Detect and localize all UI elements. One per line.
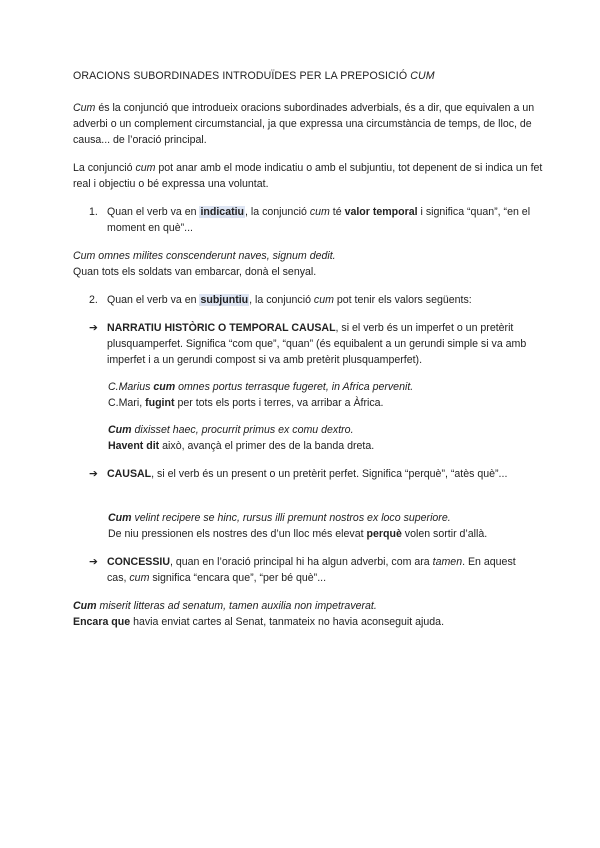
- n-ex2-trans-a: Havent dit: [108, 440, 160, 452]
- narratiu-text: [107, 320, 527, 368]
- n-ex1-latin-cum: cum: [153, 381, 176, 393]
- narratiu-example-2: [108, 422, 538, 454]
- example-1: [73, 248, 543, 280]
- concessiu-tamen: tamen: [432, 556, 463, 568]
- subjuntiu-highlight: subjuntiu: [200, 294, 249, 306]
- item2-a: Quan el verb va en: [107, 294, 200, 306]
- concessiu-cum: cum: [129, 572, 150, 584]
- para2-a: La conjunció: [73, 162, 136, 174]
- item-2-number: 2.: [89, 294, 98, 306]
- item1-c: té: [329, 206, 345, 218]
- concessiu-label: CONCESSIU: [107, 556, 170, 568]
- item1-cum: cum: [309, 206, 330, 218]
- n-ex2-trans-b: això, avançà el primer des de la banda dreta.: [159, 440, 375, 452]
- c-ex-latin-b: velint recipere se hinc, rursus illi premunt nostros ex loco superiore.: [131, 512, 451, 524]
- item1-b: , la conjunció: [245, 206, 310, 218]
- concessiu-text: [107, 554, 527, 586]
- item1-a: Quan el verb va en: [107, 206, 200, 218]
- concessiu-c: significa “encara que”, “per bé què”...: [149, 572, 327, 584]
- narratiu-example-1: [108, 379, 538, 411]
- mode-paragraph: [73, 160, 543, 192]
- title-italic: CUM: [410, 70, 435, 82]
- para2-cum: cum: [135, 162, 156, 174]
- example1-translation: Quan tots els soldats van embarcar, donà el senyal.: [73, 266, 317, 278]
- causal-text: [107, 466, 527, 482]
- final-example: [73, 598, 543, 630]
- intro-text: és la conjunció que introdueix oracions subordinades adverbials, és a dir, que equivalen a un adverbi o un complement circumstancial, ja que expressa una circumstància de temps, de lloc, de causa... de l’oració principal.: [73, 102, 535, 146]
- causal-example: [108, 510, 538, 542]
- item2-cum: cum: [313, 294, 334, 306]
- c-ex-trans-b: perquè: [366, 528, 402, 540]
- c-ex-trans-a: De niu pressionen els nostres des d’un lloc més elevat: [108, 528, 367, 540]
- narratiu-label: NARRATIU HISTÒRIC O TEMPORAL CAUSAL: [107, 322, 336, 334]
- n-ex2-latin-b: dixisset haec, procurrit primus ex comu dextro.: [131, 424, 354, 436]
- indicatiu-highlight: indicatiu: [200, 206, 245, 218]
- f-trans-a: Encara que: [73, 616, 131, 628]
- narratiu-arrow-icon: ➔: [89, 322, 98, 334]
- item-1-number: 1.: [89, 206, 98, 218]
- n-ex2-latin-cum: Cum: [108, 424, 132, 436]
- f-latin-cum: Cum: [73, 600, 97, 612]
- n-ex1-latin-b: omnes portus terrasque fugeret, in Africa pervenit.: [175, 381, 414, 393]
- example1-latin: Cum omnes milites conscenderunt naves, signum dedit.: [73, 250, 336, 262]
- concessiu-arrow-icon: ➔: [89, 556, 98, 568]
- causal-label: CAUSAL: [107, 468, 152, 480]
- f-trans-b: havia enviat cartes al Senat, tanmateix no havia aconseguit ajuda.: [130, 616, 445, 628]
- n-ex1-trans-b: fugint: [145, 397, 175, 409]
- concessiu-b: . En aquest cas,: [107, 556, 516, 584]
- concessiu-a: , quan en l’oració principal hi ha algun adverbi, com ara: [169, 556, 433, 568]
- intro-paragraph: [73, 100, 543, 148]
- item2-b: , la conjunció: [249, 294, 314, 306]
- narratiu-desc: , si el verb és un imperfet o un pretèrit plusquamperfet. Significa “com que”, “quan” (és equibalent a un gerundi simple si va amb imperfet i a un gerundi compost si va amb pretèrit plusquamperfet).: [107, 322, 527, 366]
- item1-value: valor temporal: [344, 206, 418, 218]
- item2-c: pot tenir els valors següents:: [333, 294, 472, 306]
- n-ex1-trans-c: per tots els ports i terres, va arribar a Àfrica.: [174, 397, 384, 409]
- title-text: ORACIONS SUBORDINADES INTRODUÏDES PER LA PREPOSICIÓ: [73, 70, 408, 82]
- causal-desc: , si el verb és un present o un pretèrit perfet. Significa “perquè”, “atès què”...: [151, 468, 508, 480]
- n-ex1-trans-a: C.Mari,: [108, 397, 146, 409]
- page-title: [73, 68, 543, 84]
- item-2-text: [107, 292, 537, 308]
- intro-cum: Cum: [73, 102, 96, 114]
- causal-arrow-icon: ➔: [89, 468, 98, 480]
- c-ex-latin-cum: Cum: [108, 512, 132, 524]
- item1-d: i significa “quan”, “en el moment en què”...: [107, 206, 531, 234]
- c-ex-trans-c: volen sortir d’allà.: [401, 528, 488, 540]
- f-latin-b: miserit litteras ad senatum, tamen auxilia non impetraverat.: [96, 600, 377, 612]
- n-ex1-latin-a: C.Marius: [108, 381, 154, 393]
- para2-b: pot anar amb el mode indicatiu o amb el subjuntiu, tot depenent de si indica un fet real i objectiu o bé expressa una voluntat.: [73, 162, 543, 190]
- item-1-text: [107, 204, 537, 236]
